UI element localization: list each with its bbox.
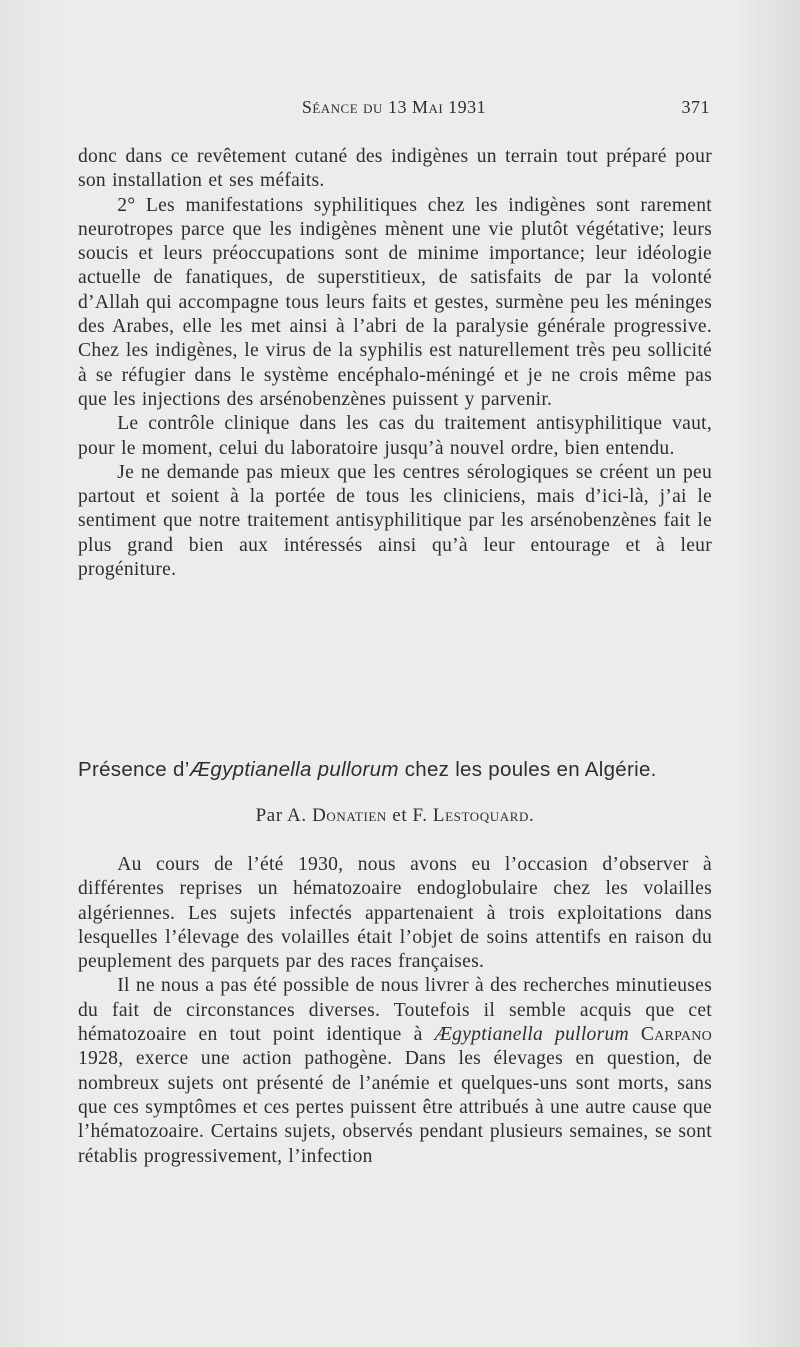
running-header <box>78 97 710 123</box>
paragraph: donc dans ce revêtement cutané des indigènes un terrain tout préparé pour son installation et ses méfaits. <box>78 146 712 192</box>
title-prefix: Présence d’ <box>78 758 190 781</box>
article-title <box>78 758 720 782</box>
authors-prefix: Par A. <box>255 805 313 826</box>
article-authors <box>78 805 712 827</box>
paragraph: 2° Les manifestations syphilitiques chez les indigènes sont rarement neurotropes parce que les indigènes mènent une vie plutôt végétative; leurs soucis et leurs préoccupations sont de minime importance; leur idéologie actuelle de fanatiques, de superstitieux, de satisfaits de par la volonté d’Allah qui accompagne tous leurs faits et gestes, surmène peu les méninges des Arabes, elle les met ainsi à l’abri de la paralysie générale progressive. Chez les indigènes, le virus de la syphilis est naturellement très peu sollicité à se réfugier dans le système encéphalo-méningé et je ne crois même pas que les injections des arsénobenzènes puissent y parvenir. <box>78 194 712 410</box>
authors-end: . <box>529 805 535 826</box>
text-run: Il ne nous a pas été possible de nous livrer à des recherches minutieuses du fait de circonstances diverses. Toutefois il semble acquis que cet hématozoaire en tout point identique à <box>78 975 712 1046</box>
author-name: Donatien <box>312 805 387 826</box>
species-name: Ægyptianella pullorum <box>434 1024 629 1046</box>
article-body <box>78 853 712 1169</box>
authors-conjunction: et F. <box>386 805 433 826</box>
title-suffix: chez les poules en Algérie. <box>398 758 657 781</box>
paragraph <box>78 974 712 1168</box>
previous-article-text <box>78 145 712 582</box>
title-species: Ægyptianella pullorum <box>189 758 399 781</box>
running-title: Séance du 13 Mai 1931 <box>301 97 487 117</box>
paragraph: Je ne demande pas mieux que les centres sérologiques se créent un peu partout et soient à la portée de tous les cliniciens, mais d’ici-là, j’ai le sentiment que notre traitement antisyphilitique par les arsénobenzènes fait le plus grand bien aux intéressés ainsi qu’à leur entourage et à leur progéniture. <box>78 461 712 581</box>
text-run: 1928, exerce une action pathogène. Dans les élevages en question, de nombreux sujets ont présenté de l’anémie et quelques-uns sont morts, sans que ces symptômes et ces pertes puissent être attribués à une autre cause que l’hématozoaire. Certains sujets, observés pendant plusieurs semaines, se sont rétablis progressivement, l’infection <box>78 1048 712 1167</box>
paragraph: Le contrôle clinique dans les cas du traitement antisyphilitique vaut, pour le moment, celui du laboratoire jusqu’à nouvel ordre, bien entendu. <box>78 413 712 459</box>
page-number: 371 <box>681 97 710 117</box>
author-name: Lestoquard <box>432 805 530 826</box>
paragraph: Au cours de l’été 1930, nous avons eu l’occasion d’observer à différentes reprises un hématozoaire endoglobulaire chez les volailles algériennes. Les sujets infectés appartenaient à trois exploitations dans lesquelles l’élevage des volailles était l’objet de soins attentifs en raison du peuplement des parquets par des races françaises. <box>78 854 712 973</box>
cited-author: Carpano <box>640 1024 712 1046</box>
